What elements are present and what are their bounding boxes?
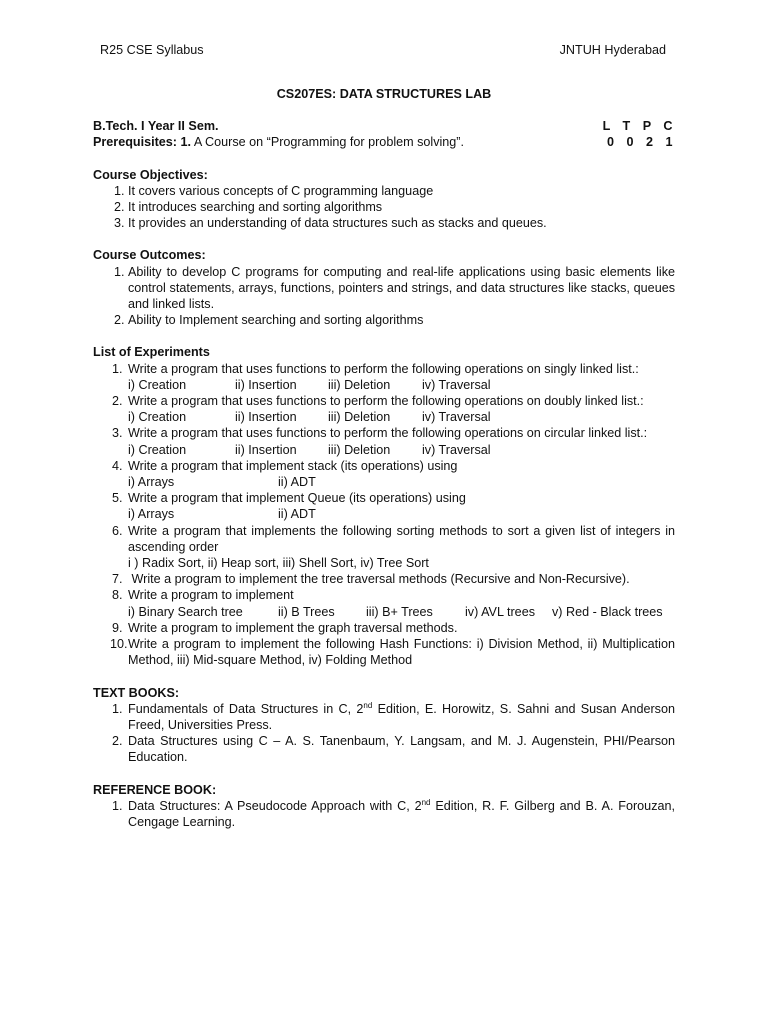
list-item: 3. It provides an understanding of data structures such as stacks and queues. (114, 216, 547, 231)
syllabus-page (93, 86, 675, 830)
list-item: 2. Data Structures using C – A. S. Tanenbaum, Y. Langsam, and M. J. Augenstein, PHI/Pearson Education. (112, 734, 675, 765)
ltpc-labels: L T P C (602, 119, 673, 134)
ltpc-table (603, 118, 673, 150)
list-item: 1. Data Structures: A Pseudocode Approach with C, 2nd Edition, R. F. Gilberg and B. A. Forouzan, Cengage Learning. (112, 797, 675, 829)
header-right: JNTUH Hyderabad (559, 43, 666, 57)
list-item: 2. Write a program that uses functions to perform the following operations on doubly linked list.: (112, 394, 644, 409)
outcomes-heading: Course Outcomes: (93, 248, 206, 263)
list-item: 9. Write a program to implement the graph traversal methods. (112, 620, 458, 635)
reference-list (93, 798, 675, 830)
outcomes-list (93, 264, 675, 329)
list-item: 10. Write a program to implement the following Hash Functions: i) Division Method, ii) Multiplication Method, iii) Mid-square Method, iv) Folding Method (110, 637, 675, 668)
experiment-options: i) Arrays ii) ADT (128, 475, 316, 490)
header-left: R25 CSE Syllabus (100, 43, 204, 57)
list-item: 6. Write a program that implements the following sorting methods to sort a given list of integers in ascending order (112, 523, 675, 554)
experiments-list (93, 361, 675, 669)
semester-label: B.Tech. I Year II Sem. (93, 119, 219, 134)
list-item: 4. Write a program that implement stack (its operations) using (112, 458, 458, 473)
list-item: 1. It covers various concepts of C programming language (114, 183, 434, 198)
prerequisites (93, 134, 675, 150)
experiment-options: i) Creation ii) Insertion iii) Deletion iv) Traversal (128, 410, 491, 425)
page-title: CS207ES: DATA STRUCTURES LAB (276, 87, 492, 101)
list-item: 5. Write a program that implement Queue (its operations) using (112, 491, 466, 506)
prerequisites-label: Prerequisites: (93, 135, 177, 150)
list-item: 3. Write a program that uses functions to perform the following operations on circular linked list.: (112, 426, 648, 441)
objectives-heading: Course Objectives: (93, 167, 208, 182)
list-item: 1. Fundamentals of Data Structures in C, 2nd Edition, E. Horowitz, S. Sahni and Susan Anderson Freed, Universities Press. (112, 700, 675, 732)
prerequisites-text: A Course on “Programming for problem solving”. (193, 135, 465, 150)
reference-heading: REFERENCE BOOK: (93, 782, 217, 797)
textbooks-list (93, 701, 675, 766)
list-item: 1. Ability to develop C programs for computing and real-life applications using basic elements like control statements, arrays, functions, pointers and strings, and data structures like stacks, queues and linked lists. (114, 264, 675, 312)
objectives-list (93, 183, 675, 232)
experiment-options: i) Creation ii) Insertion iii) Deletion iv) Traversal (128, 442, 491, 457)
experiment-options: i) Creation ii) Insertion iii) Deletion iv) Traversal (128, 377, 491, 392)
experiment-options: i ) Radix Sort, ii) Heap sort, iii) Shell Sort, iv) Tree Sort (128, 556, 429, 571)
list-item: 2. Ability to Implement searching and sorting algorithms (114, 313, 424, 328)
list-item: 2. It introduces searching and sorting algorithms (114, 200, 383, 215)
list-item: 8. Write a program to implement (112, 588, 294, 603)
experiment-options: i) Binary Search tree ii) B Trees iii) B+ Trees iv) AVL trees v) Red - Black trees (128, 604, 663, 619)
ltpc-values: 0 0 2 1 (606, 135, 673, 150)
list-item: 1. Write a program that uses functions to perform the following operations on singly linked list.: (112, 361, 639, 376)
experiments-heading: List of Experiments (93, 345, 210, 360)
prerequisites-number: 1. (180, 135, 192, 150)
list-item: 7. Write a program to implement the tree traversal methods (Recursive and Non-Recursive). (112, 572, 630, 587)
experiment-options: i) Arrays ii) ADT (128, 507, 316, 522)
textbooks-heading: TEXT BOOKS: (93, 685, 180, 700)
